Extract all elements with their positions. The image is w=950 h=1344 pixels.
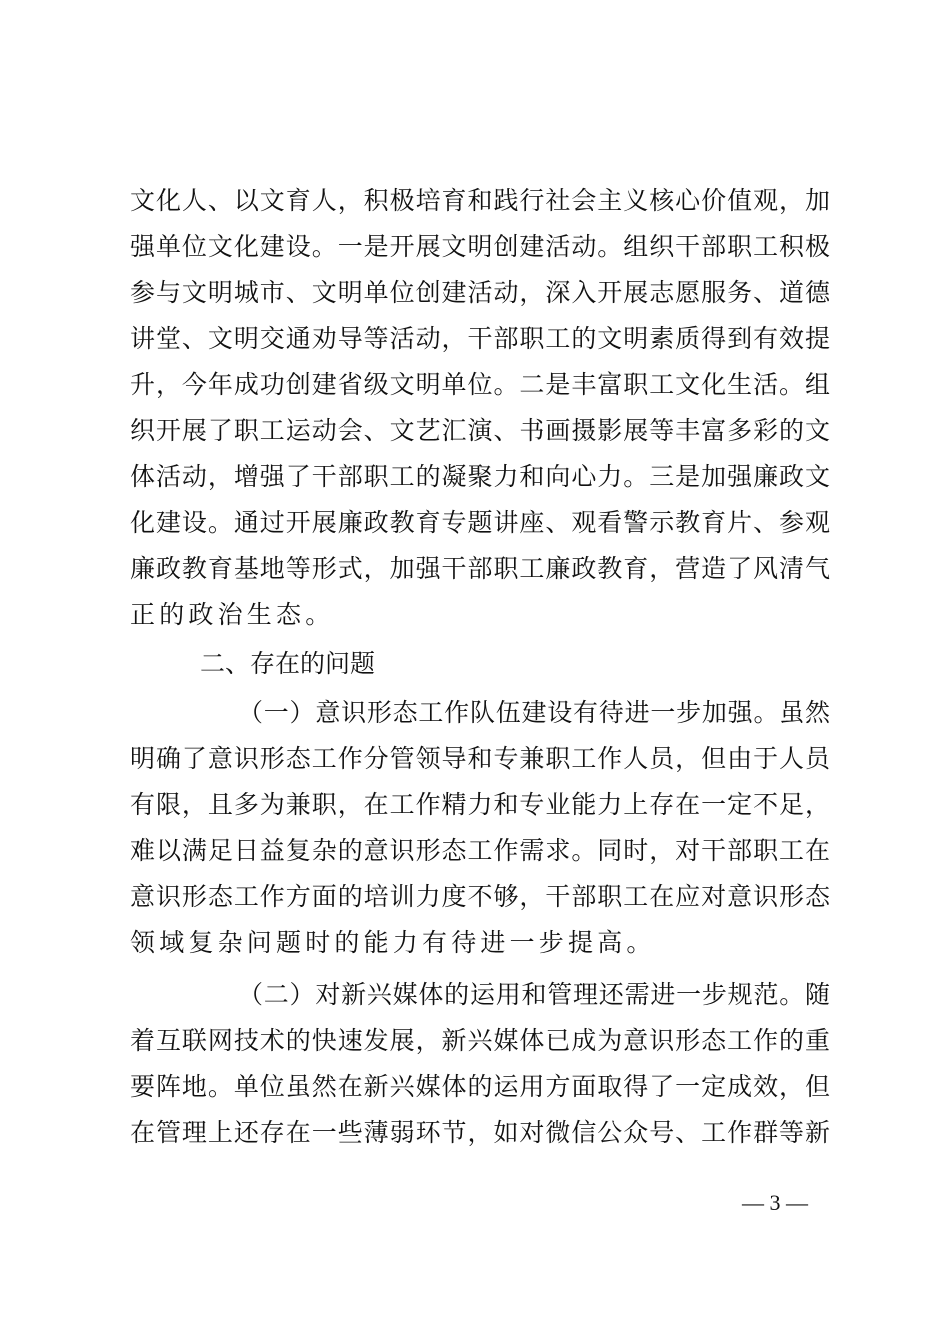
text-line: 文化人、以文育人，积极培育和践行社会主义核心价值观，加 [130, 186, 830, 215]
page-number: — 3 — [742, 1190, 808, 1215]
text-line: 织开展了职工运动会、文艺汇演、书画摄影展等丰富多彩的文 [130, 416, 830, 445]
text-line: 正的政治生态。 [130, 600, 335, 629]
text-line: 廉政教育基地等形式，加强干部职工廉政教育，营造了风清气 [130, 554, 830, 583]
text-line: 参与文明城市、文明单位创建活动，深入开展志愿服务、道德 [130, 278, 830, 307]
text-line: 强单位文化建设。一是开展文明创建活动。组织干部职工积极 [130, 232, 830, 261]
text-line: 升，今年成功创建省级文明单位。二是丰富职工文化生活。组 [130, 370, 830, 399]
section-heading: 二、存在的问题 [200, 649, 376, 678]
text-line: 难以满足日益复杂的意识形态工作需求。同时，对干部职工在 [130, 836, 830, 865]
text-line: 着互联网技术的快速发展，新兴媒体已成为意识形态工作的重 [130, 1026, 830, 1055]
document-body [130, 178, 830, 1156]
text-line: 意识形态工作方面的培训力度不够，干部职工在应对意识形态 [130, 882, 830, 911]
text-line: （一）意识形态工作队伍建设有待进一步加强。虽然 [238, 698, 830, 727]
text-line: 要阵地。单位虽然在新兴媒体的运用方面取得了一定成效，但 [130, 1072, 830, 1101]
text-line: （二）对新兴媒体的运用和管理还需进一步规范。随 [238, 980, 830, 1009]
paragraph-team-building-issue [130, 690, 830, 966]
text-line: 领域复杂问题时的能力有待进一步提高。 [130, 928, 656, 957]
paragraph-culture-building [130, 178, 830, 638]
paragraph-new-media-issue [130, 972, 830, 1156]
text-line: 体活动，增强了干部职工的凝聚力和向心力。三是加强廉政文 [130, 462, 830, 491]
text-line: 有限，且多为兼职，在工作精力和专业能力上存在一定不足， [130, 790, 830, 819]
text-line: 讲堂、文明交通劝导等活动，干部职工的文明素质得到有效提 [130, 324, 830, 353]
text-line: 明确了意识形态工作分管领导和专兼职工作人员，但由于人员 [130, 744, 830, 773]
text-line: 化建设。通过开展廉政教育专题讲座、观看警示教育片、参观 [130, 508, 830, 537]
text-line: 在管理上还存在一些薄弱环节，如对微信公众号、工作群等新 [130, 1118, 830, 1147]
